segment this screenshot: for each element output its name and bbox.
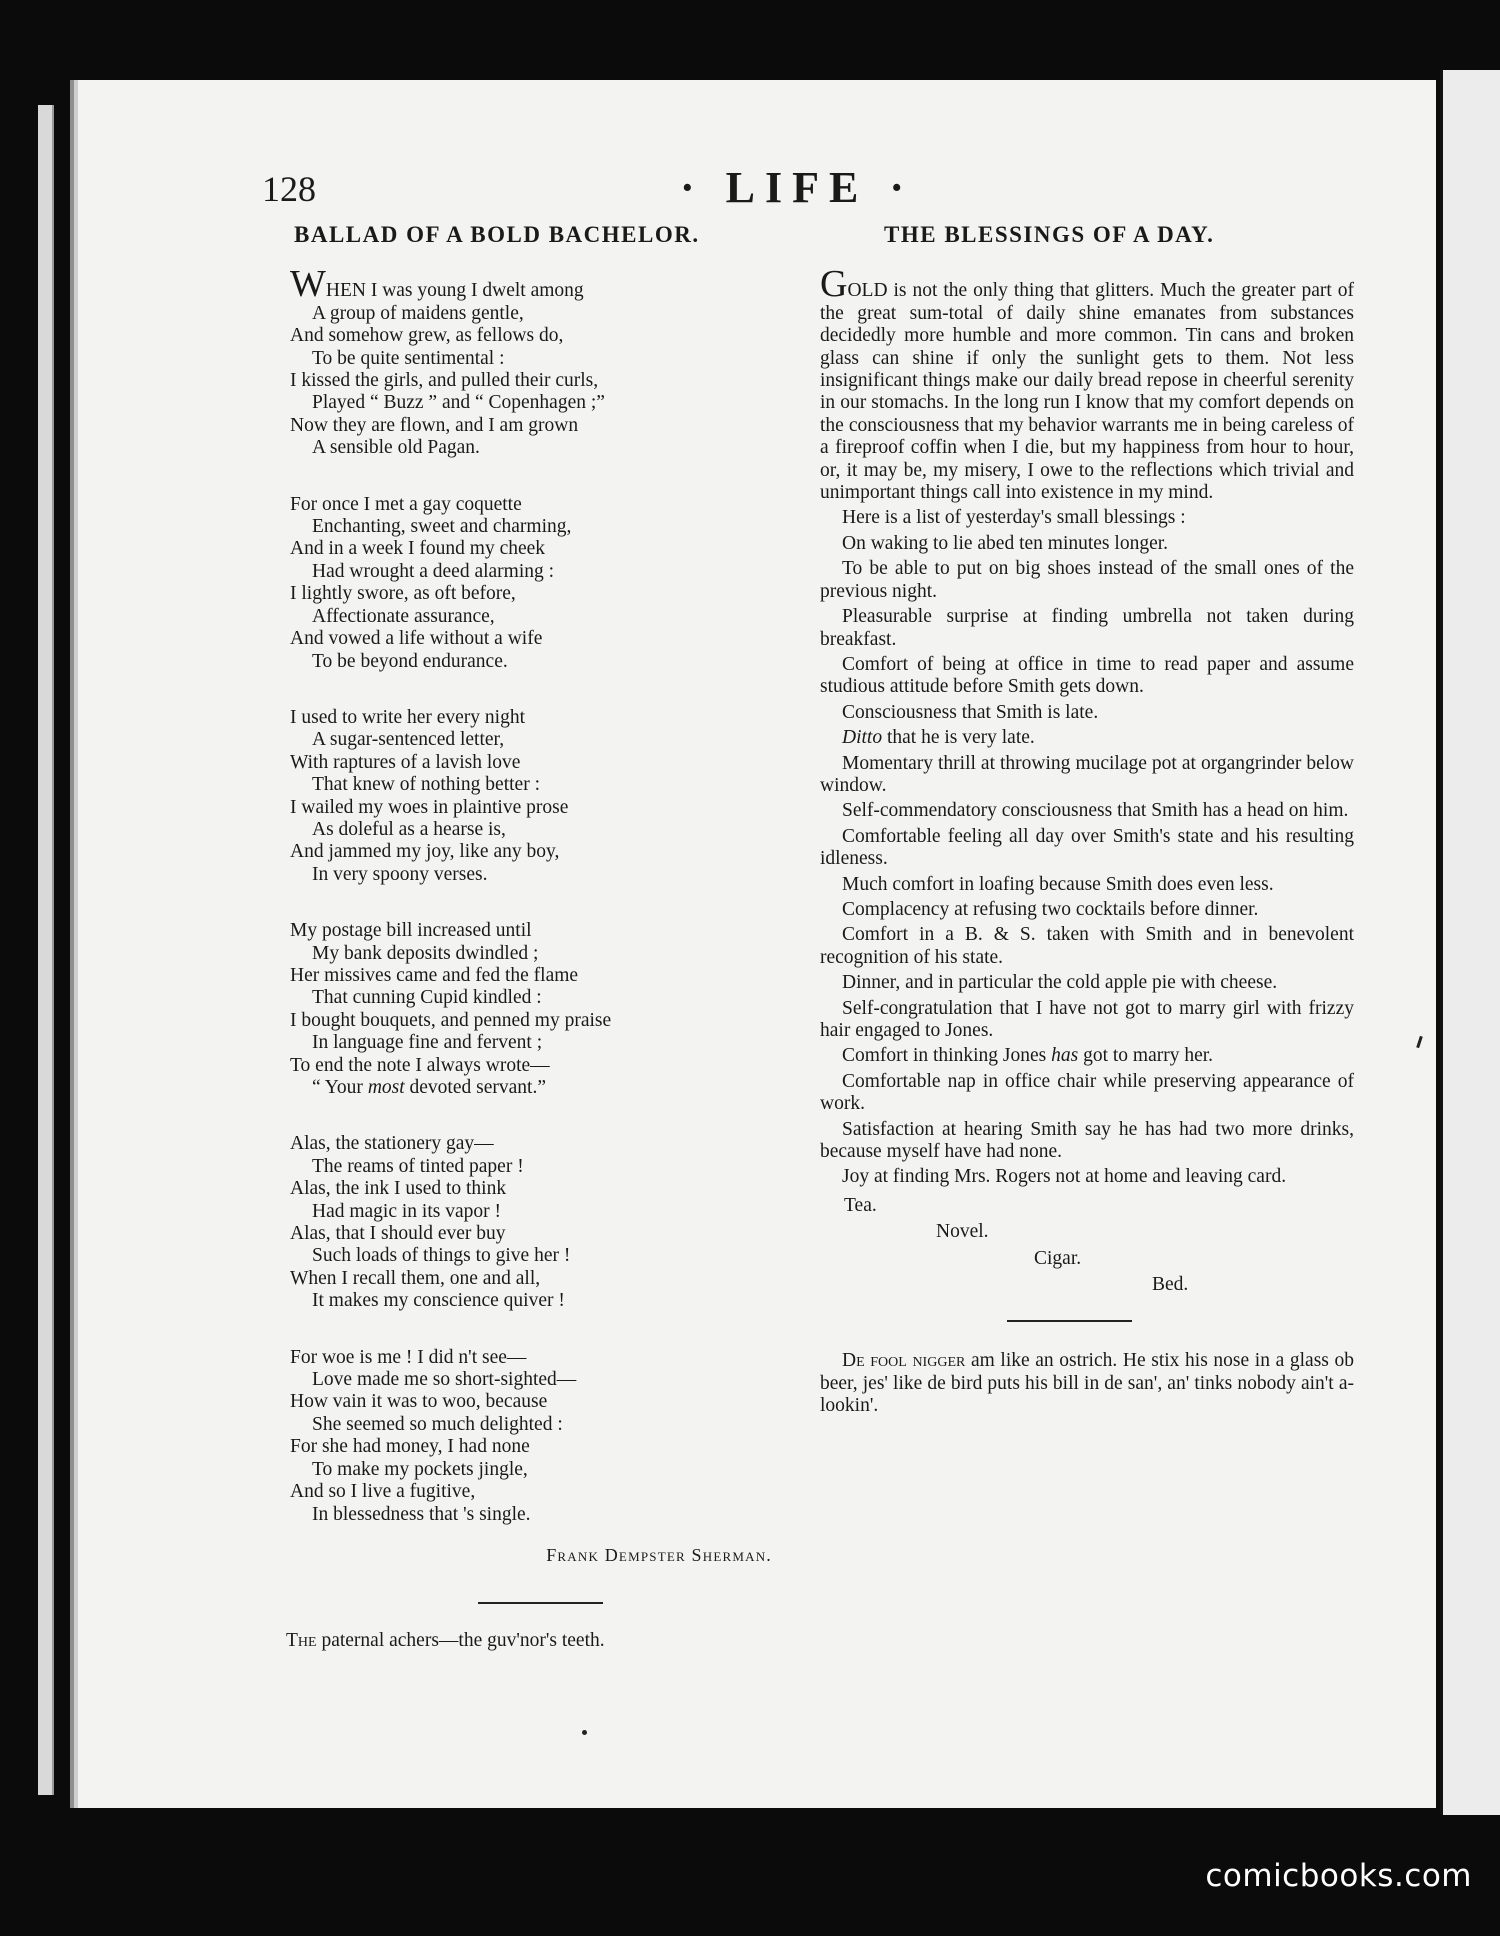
poem-line: My postage bill increased until	[290, 920, 532, 942]
poem-line: And vowed a life without a wife	[290, 628, 543, 650]
left-squib	[286, 1630, 790, 1652]
right-squib-text: am like an ostrich. He stix his nose in a glass ob beer, jes' like de bird puts his bill in de san', an' tinks nobody ain't a-lookin'.	[820, 1350, 1354, 1417]
poem-line: I kissed the girls, and pulled their curls,	[290, 370, 599, 392]
poem-line: A group of maidens gentle,	[312, 302, 524, 324]
poem-line: Affectionate assurance,	[312, 605, 495, 627]
masthead-title: · LIFE ·	[680, 163, 915, 212]
evening-staircase	[820, 1195, 1354, 1297]
poem-line: Played “ Buzz ” and “ Copenhagen ;”	[312, 392, 605, 414]
scan-page-edge	[38, 105, 54, 1795]
poem-line: To be quite sentimental :	[312, 347, 505, 369]
poem-line: Alas, the ink I used to think	[290, 1178, 507, 1200]
watermark-text: comicbooks.com	[1205, 1858, 1472, 1894]
list-item: Joy at finding Mrs. Rogers not at home and leaving card.	[842, 1166, 1287, 1188]
ballad-title: BALLAD OF A BOLD BACHELOR.	[294, 222, 700, 247]
closing-line-after: devoted servant.”	[404, 1077, 546, 1098]
poem-stanza	[290, 1347, 790, 1526]
poem-line: And in a week I found my cheek	[290, 538, 546, 560]
list-item: Self-commendatory consciousness that Smith has a head on him.	[842, 800, 1349, 822]
poem-line: To make my pockets jingle,	[312, 1458, 528, 1480]
poem-line: That cunning Cupid kindled :	[312, 987, 542, 1009]
ditto-rest: that he is very late.	[882, 727, 1035, 749]
poem-line: Had magic in its vapor !	[312, 1200, 501, 1222]
stair-tea: Tea.	[844, 1194, 877, 1216]
list-item: On waking to lie abed ten minutes longer.	[842, 532, 1169, 554]
blessings-list-intro: Here is a list of yesterday's small blessings :	[842, 507, 1186, 529]
left-squib-text: paternal achers—the guv'nor's teeth.	[316, 1630, 605, 1652]
poem-line: Such loads of things to give her !	[312, 1245, 571, 1267]
list-item: Comfort of being at office in time to read paper and assume studious attitude before Smith gets down.	[820, 653, 1354, 698]
blessings-title: THE BLESSINGS OF A DAY.	[884, 222, 1215, 247]
poem-line: For she had money, I had none	[290, 1436, 530, 1458]
stair-bed: Bed.	[1152, 1274, 1189, 1296]
poem-line: It makes my conscience quiver !	[312, 1290, 565, 1312]
jones-emphasis: has	[1051, 1045, 1079, 1067]
list-item: Comfortable feeling all day over Smith's state and his resulting idleness.	[820, 825, 1354, 870]
poem-line: To end the note I always wrote—	[290, 1054, 550, 1076]
list-item: Consciousness that Smith is late.	[842, 701, 1099, 723]
poem-line: That knew of nothing better :	[312, 774, 540, 796]
poem-line: I wailed my woes in plaintive prose	[290, 796, 569, 818]
poem-line: For once I met a gay coquette	[290, 493, 522, 515]
poem-line: Alas, that I should ever buy	[290, 1223, 506, 1245]
page-number: 128	[262, 169, 316, 209]
poem-line: Enchanting, sweet and charming,	[312, 516, 572, 538]
left-squib-lead: The	[286, 1630, 317, 1652]
list-item: Momentary thrill at throwing mucilage pot at organgrinder below window.	[820, 752, 1354, 796]
right-squib-lead: De fool nigger	[842, 1350, 966, 1372]
blessings-intro	[820, 263, 1354, 504]
poem-stanza	[290, 1133, 790, 1312]
poem-line: To be beyond endurance.	[312, 650, 508, 672]
poem-line: And so I live a fugitive,	[290, 1481, 476, 1503]
closing-line-before: “ Your	[312, 1077, 368, 1098]
poem-line: For woe is me ! I did n't see—	[290, 1346, 527, 1368]
poem-line: With raptures of a lavish love	[290, 751, 521, 773]
poem-line: As doleful as a hearse is,	[312, 818, 506, 840]
ditto-word: Ditto	[842, 727, 883, 749]
blessings-column	[820, 224, 1354, 1418]
poem-line	[290, 1077, 790, 1099]
blessings-list-continued	[820, 753, 1354, 1043]
closing-line-emphasis: most	[367, 1077, 405, 1098]
ballad-dropcap: W	[290, 263, 326, 306]
list-item: Much comfort in loafing because Smith does even less.	[842, 873, 1274, 895]
poem-line: How vain it was to woo, because	[290, 1391, 548, 1413]
poem-line: Love made me so short-sighted—	[312, 1369, 577, 1391]
list-item: To be able to put on big shoes instead of the small ones of the previous night.	[820, 558, 1354, 602]
poem-line: Alas, the stationery gay—	[290, 1133, 494, 1155]
poem-line: In blessedness that 's single.	[312, 1503, 531, 1525]
poem-line-text: HEN I was young I dwelt among	[325, 280, 584, 302]
blessings-list-end	[820, 1071, 1354, 1189]
poem-line: The reams of tinted paper !	[312, 1155, 524, 1177]
poem-line: And somehow grew, as fellows do,	[290, 325, 564, 347]
list-item: Pleasurable surprise at finding umbrella not taken during breakfast.	[820, 606, 1354, 650]
stair-cigar: Cigar.	[1034, 1247, 1082, 1269]
poem-line: Had wrought a deed alarming :	[312, 560, 555, 582]
ballad-poem	[290, 263, 790, 1526]
poem-line: A sensible old Pagan.	[312, 437, 480, 459]
right-squib	[820, 1350, 1354, 1417]
list-item	[820, 727, 1354, 749]
poem-line: Her missives came and fed the flame	[290, 964, 579, 986]
poem-line: I bought bouquets, and penned my praise	[290, 1009, 612, 1031]
list-item: Satisfaction at hearing Smith say he has had two more drinks, because myself have had none.	[820, 1118, 1354, 1163]
poem-stanza	[290, 707, 790, 886]
list-item: Self-congratulation that I have not got to marry girl with frizzy hair engaged to Jones.	[820, 997, 1354, 1041]
poem-line: And jammed my joy, like any boy,	[290, 841, 560, 863]
jones-text-after: got to marry her.	[1078, 1045, 1214, 1067]
section-divider	[1007, 1320, 1132, 1322]
list-item: Dinner, and in particular the cold apple pie with cheese.	[842, 972, 1278, 994]
poem-line	[290, 263, 790, 306]
jones-text-before: Comfort in thinking Jones	[842, 1045, 1052, 1067]
stair-novel: Novel.	[936, 1221, 989, 1243]
poem-stanza	[290, 494, 790, 673]
section-divider	[478, 1602, 603, 1604]
poem-line: In very spoony verses.	[312, 863, 488, 885]
poem-stanza	[290, 920, 790, 1099]
blessings-intro-text: OLD is not the only thing that glitters. Much the greater part of the great sum-total of daily shine emanates from substances decidedly more humble and more common. Tin cans and broken glass can shine if only the sunlight gets to them. Not less insignificant things make our daily bread repose in cheerful serenity in our stomachs. In the long run I know that my comfort depends on the consciousness that my behavior warrants me in being careless of a fireproof coffin when I die, but my happiness from hour to hour, or, it may be, my misery, I owe to the reflections which trivial and unimportant things call into existence in my mind.	[820, 280, 1354, 504]
next-page-edge	[1440, 70, 1500, 1815]
blessings-dropcap: G	[820, 263, 848, 306]
list-item: Complacency at refusing two cocktails before dinner.	[842, 898, 1259, 920]
ink-speck	[582, 1730, 587, 1735]
list-item: Comfort in a B. & S. taken with Smith and in benevolent recognition of his state.	[820, 924, 1354, 968]
list-item	[820, 1045, 1354, 1067]
ballad-author: Frank Dempster Sherman.	[546, 1544, 772, 1565]
blessings-list	[820, 533, 1354, 724]
poem-line: Now they are flown, and I am grown	[290, 414, 579, 436]
poem-line: She seemed so much delighted :	[312, 1413, 563, 1435]
poem-line: My bank deposits dwindled ;	[312, 942, 539, 964]
ballad-column	[286, 222, 790, 1653]
poem-stanza	[290, 263, 790, 459]
poem-line: I used to write her every night	[290, 706, 526, 728]
poem-line: I lightly swore, as oft before,	[290, 583, 516, 605]
list-item: Comfortable nap in office chair while preserving appearance of work.	[820, 1070, 1354, 1115]
poem-line: When I recall them, one and all,	[290, 1267, 541, 1289]
poem-line: A sugar-sentenced letter,	[312, 729, 505, 751]
poem-line: In language fine and fervent ;	[312, 1032, 543, 1054]
